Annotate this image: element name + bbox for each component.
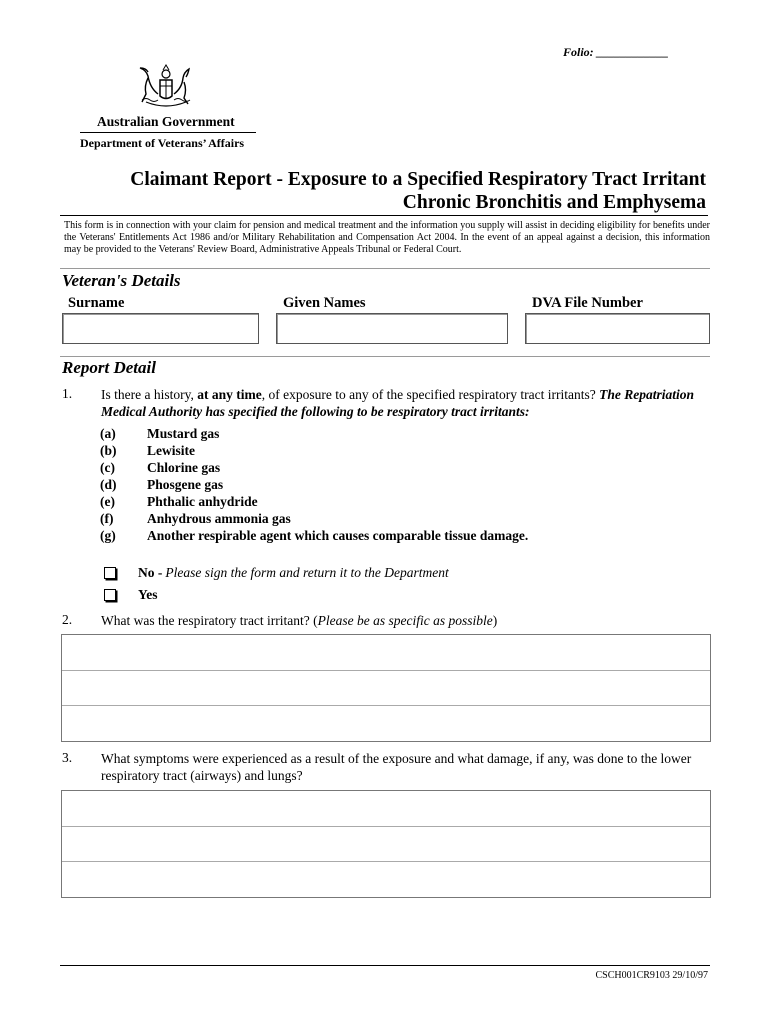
list-item: (a) Mustard gas <box>100 426 220 441</box>
footer-divider <box>60 965 710 966</box>
government-name: Australian Government <box>97 114 235 129</box>
section-divider <box>60 356 710 357</box>
folio-label: Folio: ____________ <box>563 45 669 59</box>
dva-file-number-field[interactable] <box>525 313 710 344</box>
answer-line[interactable] <box>62 862 710 897</box>
dva-file-number-label: DVA File Number <box>532 295 643 311</box>
header-divider <box>80 132 256 133</box>
question-3-number: 3. <box>62 750 73 765</box>
question-2-answer-area[interactable] <box>61 634 711 742</box>
list-item: (f) Anhydrous ammonia gas <box>100 511 291 526</box>
coat-of-arms-logo <box>130 58 200 110</box>
answer-line[interactable] <box>62 791 710 827</box>
form-title <box>60 168 706 214</box>
question-3-text: What symptoms were experienced as a result of the exposure and what damage, if any, was done to the lower respiratory tract (airways) and lungs? <box>101 751 692 783</box>
checkbox-no[interactable] <box>104 567 116 579</box>
answer-line[interactable] <box>62 635 710 671</box>
question-2-number: 2. <box>62 612 73 627</box>
question-1-number: 1. <box>62 386 73 401</box>
answer-line[interactable] <box>62 827 710 862</box>
given-names-label: Given Names <box>283 295 366 311</box>
surname-label: Surname <box>68 295 125 311</box>
option-no[interactable]: No - Please sign the form and return it to the Department <box>100 563 449 583</box>
question-2-text: What was the respiratory tract irritant? (Please be as specific as possible) <box>101 613 498 628</box>
answer-line[interactable] <box>62 671 710 706</box>
answer-line[interactable] <box>62 706 710 741</box>
list-item: (g) Another respirable agent which causes comparable tissue damage. <box>100 528 529 543</box>
folio-blank: ____________ <box>596 45 669 59</box>
report-detail-heading: Report Detail <box>62 358 156 377</box>
form-title-line1: Claimant Report - Exposure to a Specified Respiratory Tract Irritant <box>130 169 706 190</box>
irritant-list <box>100 426 528 545</box>
list-item: (b) Lewisite <box>100 443 195 458</box>
option-yes[interactable]: Yes <box>100 585 449 605</box>
title-divider <box>60 215 708 216</box>
question-3-answer-area[interactable] <box>61 790 711 898</box>
list-item: (d) Phosgene gas <box>100 477 224 492</box>
department-name: Department of Veterans’ Affairs <box>80 136 245 150</box>
form-code: CSCH001CR9103 29/10/97 <box>595 970 708 981</box>
form-title-line2: Chronic Bronchitis and Emphysema <box>402 192 706 213</box>
veterans-details-heading: Veteran's Details <box>62 271 181 290</box>
question-1-options <box>100 563 449 605</box>
list-item: (e) Phthalic anhydride <box>100 494 258 509</box>
surname-field[interactable] <box>62 313 259 344</box>
section-divider <box>60 268 710 269</box>
checkbox-yes[interactable] <box>104 589 116 601</box>
question-1-text: Is there a history, at any time, of exposure to any of the specified respiratory tract irritants? The Repatriation Medical Authority has specified the following to be respiratory tract irritants: <box>101 387 694 419</box>
intro-paragraph: This form is in connection with your claim for pension and medical treatment and the information you supply will assist in deciding eligibility for benefits under the Veterans' Entitlements Act 1986 and/or Military Rehabilitation and Compensation Act 2004. In the event of an appeal against a decision, this information may be provided to the Veterans' Review Board, Administrative Appeals Tribunal or Federal Court. <box>64 220 710 255</box>
list-item: (c) Chlorine gas <box>100 460 221 475</box>
given-names-field[interactable] <box>276 313 508 344</box>
